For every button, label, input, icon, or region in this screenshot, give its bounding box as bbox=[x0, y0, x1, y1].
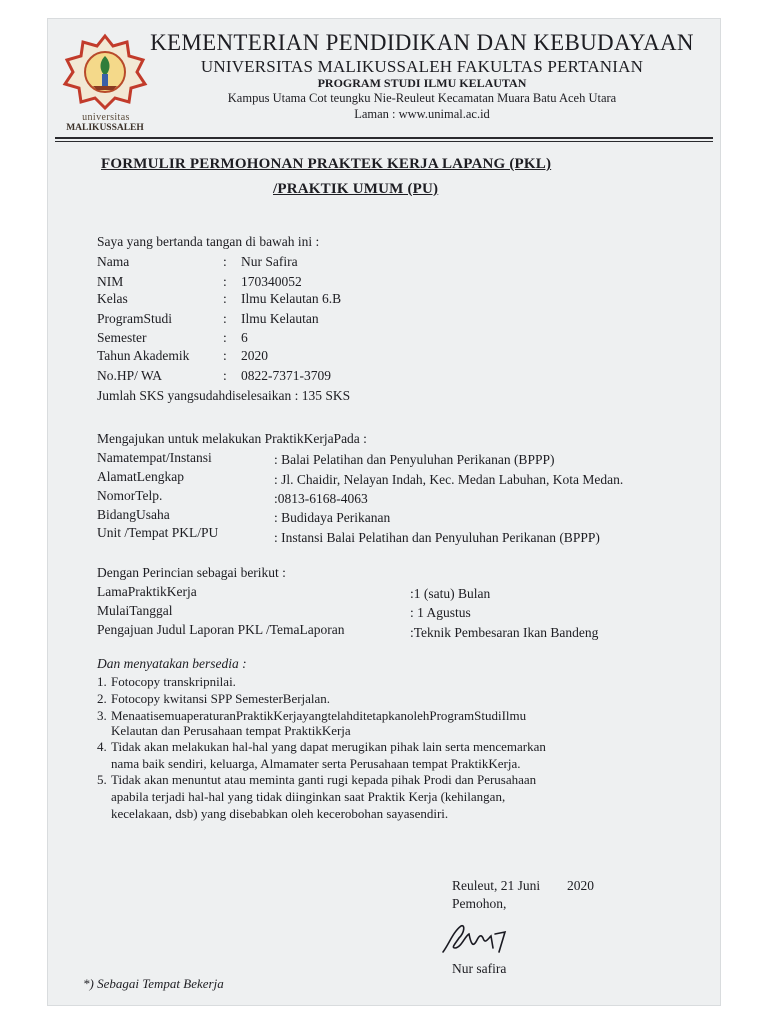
applicant-name: Nur safira bbox=[452, 961, 507, 976]
field-value: Nur Safira bbox=[241, 254, 298, 269]
field-label: Semester bbox=[97, 330, 147, 345]
field-value: : Budidaya Perikanan bbox=[274, 510, 391, 525]
form-document bbox=[47, 18, 721, 1006]
field-label: ProgramStudi bbox=[97, 311, 173, 326]
field-label: Namatempat/Instansi bbox=[97, 450, 212, 465]
field-value: 2020 bbox=[241, 348, 268, 363]
field-label: AlamatLengkap bbox=[97, 469, 184, 484]
applicant-label: Pemohon, bbox=[452, 896, 507, 911]
field-value: : Jl. Chaidir, Nelayan Indah, Kec. Medan Labuhan, Kota Medan. bbox=[274, 472, 624, 487]
statement-item-continued: Kelautan dan Perusahaan tempat PraktikKerja bbox=[111, 723, 351, 738]
colon: : bbox=[223, 274, 227, 289]
field-value: 170340052 bbox=[241, 274, 302, 289]
field-label: Pengajuan Judul Laporan PKL /TemaLaporan bbox=[97, 622, 345, 637]
campus-address: Kampus Utama Cot teungku Nie-Reuleut Kecamatan Muara Batu Aceh Utara bbox=[227, 91, 617, 105]
field-value: 0822-7371-3709 bbox=[241, 368, 331, 383]
item-number: 1. bbox=[97, 674, 107, 689]
place-date: Reuleut, 21 Juni bbox=[452, 878, 541, 893]
student-intro: Saya yang bertanda tangan di bawah ini : bbox=[97, 234, 320, 249]
university-emblem-icon bbox=[59, 32, 151, 112]
program-name: PROGRAM STUDI ILMU KELAUTAN bbox=[317, 76, 527, 90]
details-intro: Dengan Perincian sebagai berikut : bbox=[97, 565, 286, 580]
field-label: NIM bbox=[97, 274, 124, 289]
item-number: 5. bbox=[97, 772, 107, 787]
field-label: Nama bbox=[97, 254, 130, 269]
field-label: LamaPraktikKerja bbox=[97, 584, 197, 599]
colon: : bbox=[223, 368, 227, 383]
logo-text-universitas: universitas bbox=[82, 112, 130, 123]
year: 2020 bbox=[567, 878, 594, 893]
statement-item: Fotocopy transkripnilai. bbox=[111, 674, 236, 689]
field-value: Ilmu Kelautan bbox=[241, 311, 319, 326]
colon: : bbox=[223, 311, 227, 326]
field-value: 6 bbox=[241, 330, 248, 345]
field-label: NomorTelp. bbox=[97, 488, 163, 503]
university-logo bbox=[59, 32, 151, 140]
logo-text-malikussaleh: MALIKUSSALEH bbox=[66, 123, 144, 133]
colon: : bbox=[223, 291, 227, 306]
form-title: FORMULIR PERMOHONAN PRAKTEK KERJA LAPANG (PKL) bbox=[101, 156, 552, 172]
statement-item-continued: apabila terjadi hal-hal yang tidak diinginkan saat Praktik Kerja (kehilangan, bbox=[111, 789, 506, 804]
statement-item-continued: kecelakaan, dsb) yang disebabkan oleh kecerobohan sayasendiri. bbox=[111, 806, 449, 821]
item-number: 3. bbox=[97, 708, 107, 723]
field-label: Tahun Akademik bbox=[97, 348, 190, 363]
field-value: :0813-6168-4063 bbox=[274, 491, 368, 506]
field-value: : Balai Pelatihan dan Penyuluhan Perikanan (BPPP) bbox=[274, 452, 555, 467]
statement-intro: Dan menyatakan bersedia : bbox=[97, 656, 247, 671]
statement-item: Fotocopy kwitansi SPP SemesterBerjalan. bbox=[111, 691, 331, 706]
placement-intro: Mengajukan untuk melakukan PraktikKerjaPada : bbox=[97, 431, 367, 446]
statement-item: Tidak akan melakukan hal-hal yang dapat merugikan pihak lain serta mencemarkan bbox=[111, 739, 546, 754]
form-subtitle: /PRAKTIK UMUM (PU) bbox=[273, 181, 439, 197]
statement-item: Tidak akan menuntut atau meminta ganti rugi kepada pihak Prodi dan Perusahaan bbox=[111, 772, 537, 787]
signature-icon bbox=[435, 918, 515, 962]
field-value: : Instansi Balai Pelatihan dan Penyuluhan Perikanan (BPPP) bbox=[274, 530, 600, 545]
colon: : bbox=[223, 348, 227, 363]
colon: : bbox=[223, 330, 227, 345]
sks-total: Jumlah SKS yangsudahdiselesaikan : 135 SKS bbox=[97, 388, 351, 403]
field-label: Kelas bbox=[97, 291, 128, 306]
letterhead-rule bbox=[55, 137, 713, 139]
field-label: Unit /Tempat PKL/PU bbox=[97, 525, 219, 540]
letterhead-rule-thin bbox=[55, 141, 713, 142]
field-value: : 1 Agustus bbox=[410, 605, 471, 620]
item-number: 2. bbox=[97, 691, 107, 706]
field-label: BidangUsaha bbox=[97, 507, 170, 522]
website: Laman : www.unimal.ac.id bbox=[354, 107, 490, 121]
statement-item-continued: nama baik sendiri, keluarga, Almamater serta Perusahaan tempat PraktikKerja. bbox=[111, 756, 521, 771]
field-label: MulaiTanggal bbox=[97, 603, 173, 618]
field-value: :1 (satu) Bulan bbox=[410, 586, 491, 601]
item-number: 4. bbox=[97, 739, 107, 754]
statement-item: MenaatisemuaperaturanPraktikKerjayangtelahditetapkanolehProgramStudiIlmu bbox=[111, 708, 527, 723]
field-label: No.HP/ WA bbox=[97, 368, 163, 383]
ministry-name: KEMENTERIAN PENDIDIKAN DAN KEBUDAYAAN bbox=[150, 30, 694, 55]
field-value: Ilmu Kelautan 6.B bbox=[241, 291, 342, 306]
field-value: :Teknik Pembesaran Ikan Bandeng bbox=[410, 625, 599, 640]
colon: : bbox=[223, 254, 227, 269]
university-name: UNIVERSITAS MALIKUSSALEH FAKULTAS PERTANIAN bbox=[200, 57, 644, 76]
footnote: *) Sebagai Tempat Bekerja bbox=[83, 976, 224, 991]
